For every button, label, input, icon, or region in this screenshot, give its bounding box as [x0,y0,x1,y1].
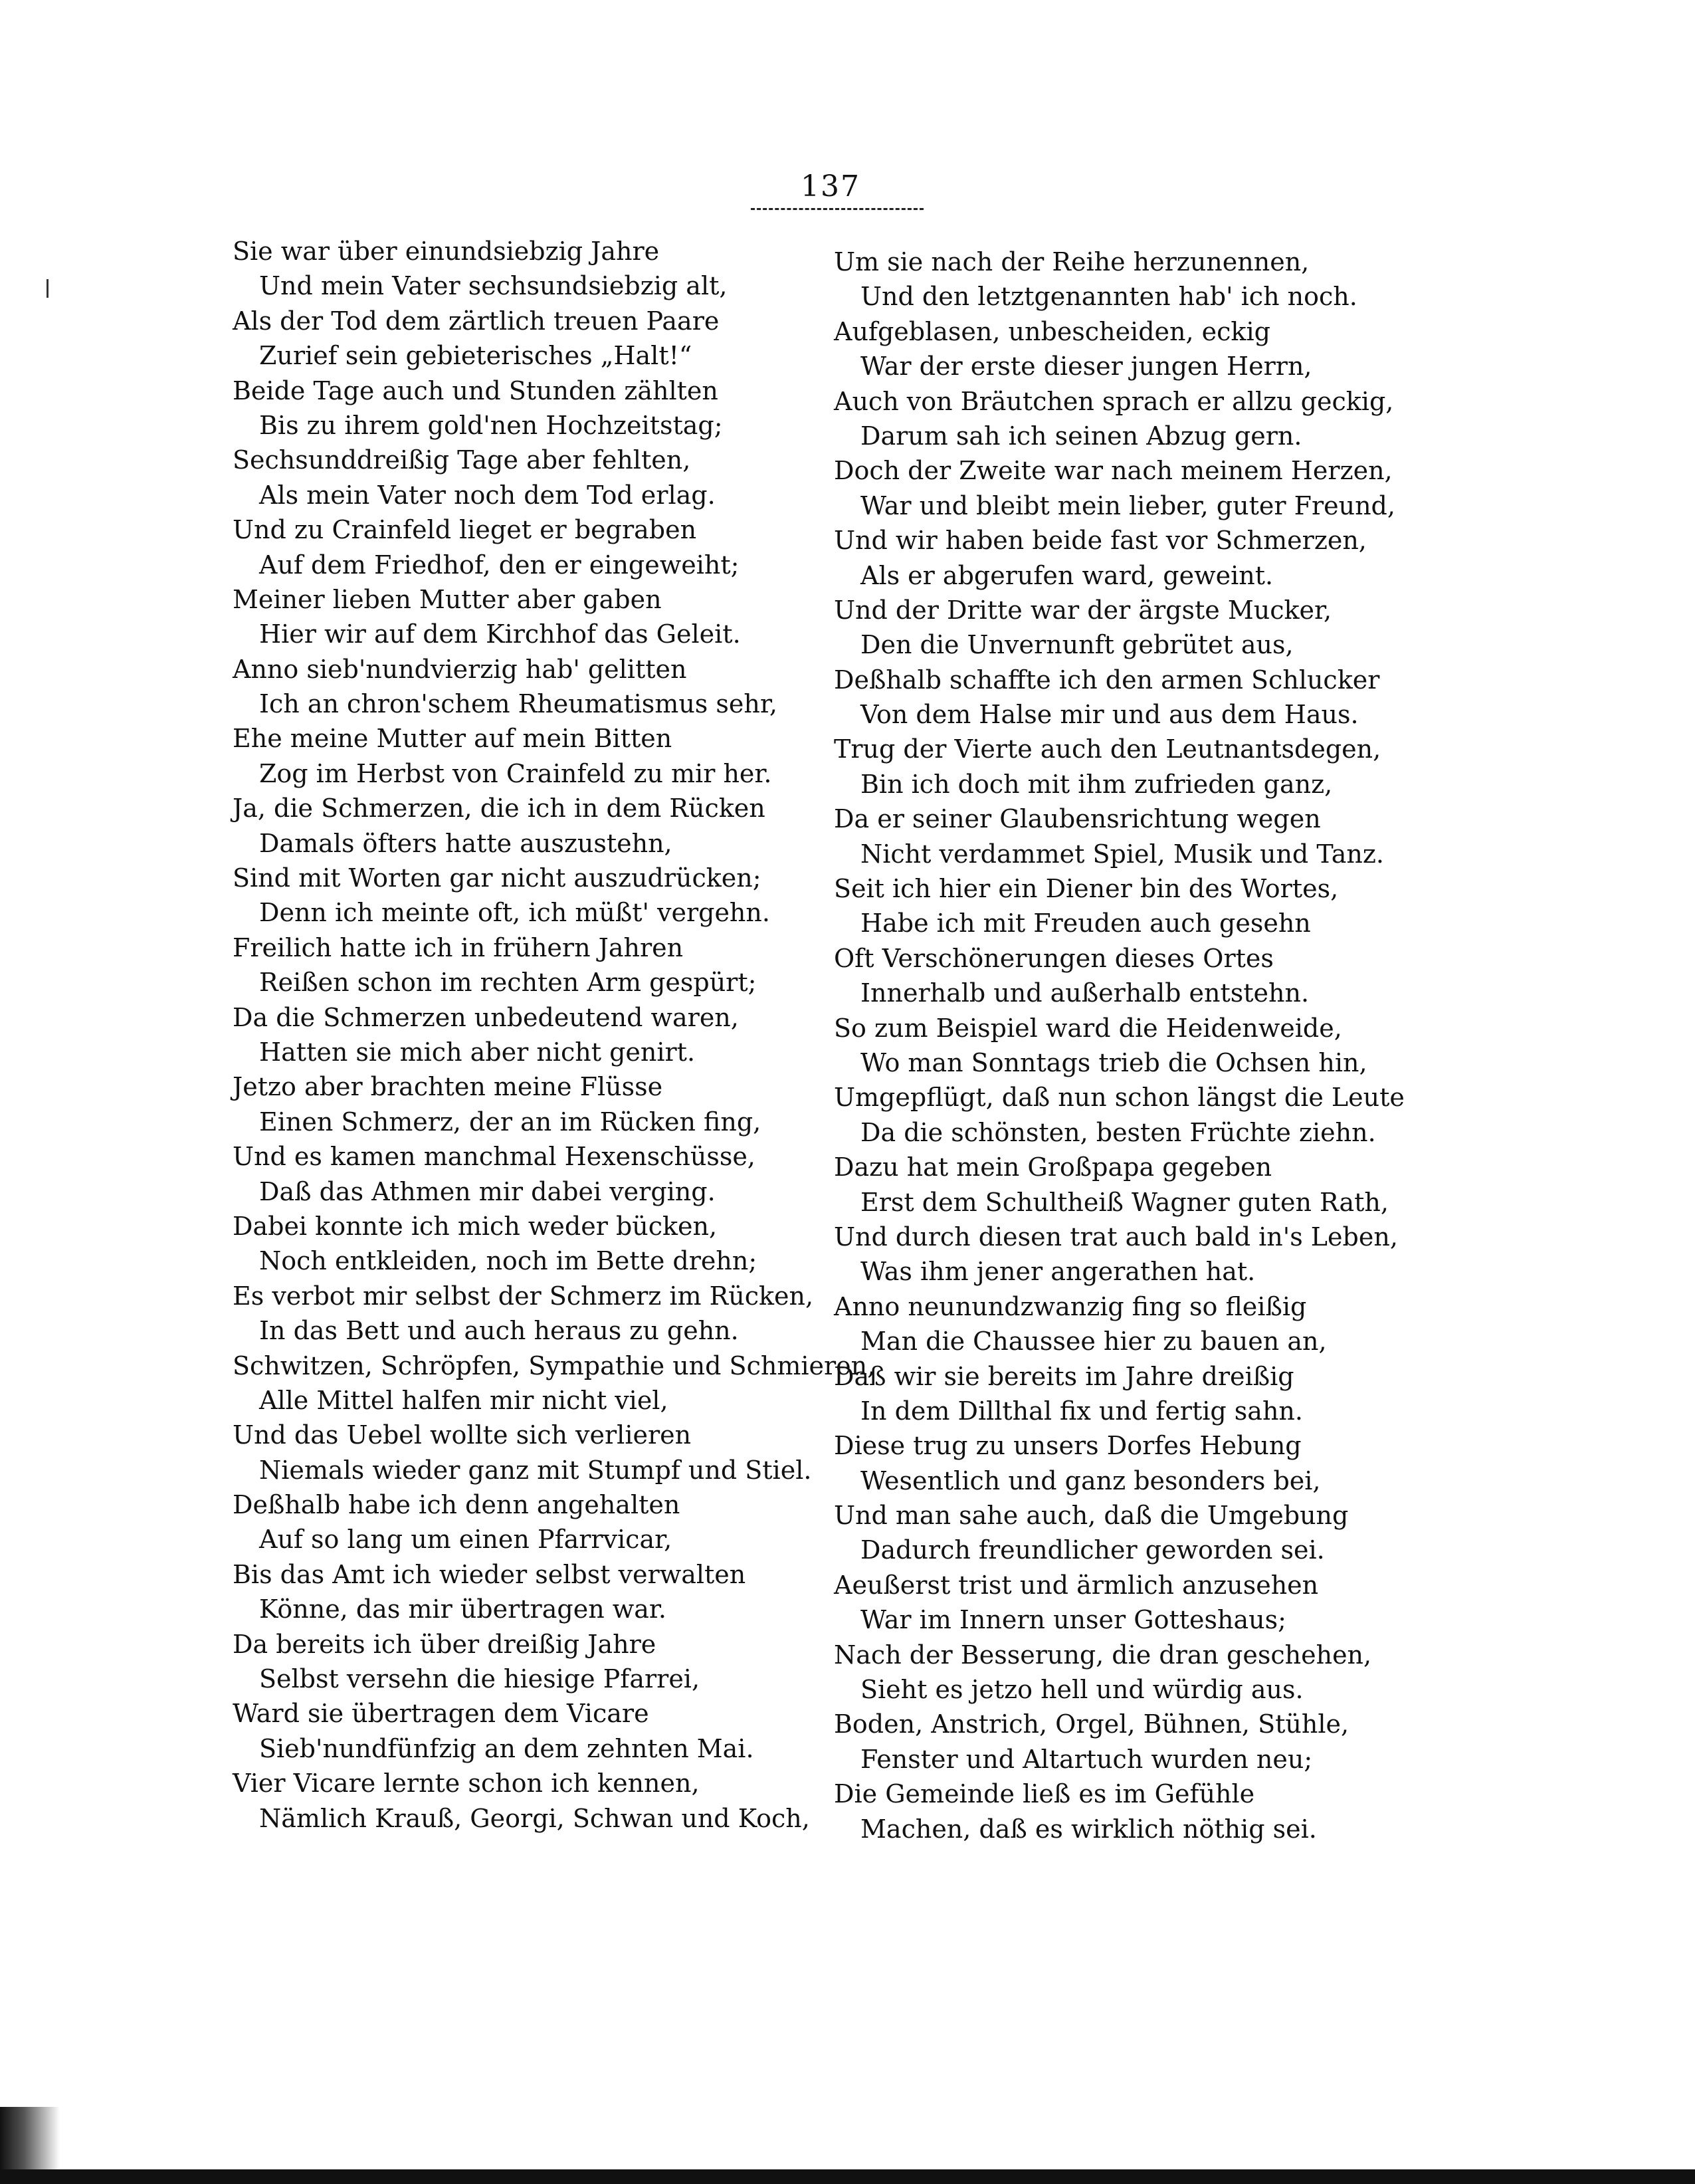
verse-line: Den die Unvernunft gebrütet aus, [860,630,1294,660]
verse-line: Ward sie übertragen dem Vicare [233,1699,649,1729]
verse-line: Auch von Bräutchen sprach er allzu geckig, [834,386,1394,416]
verse-line: In dem Dillthal fix und fertig sahn. [860,1396,1303,1426]
verse-line: Dadurch freundlicher geworden sei. [860,1535,1325,1565]
verse-line: Selbst versehn die hiesige Pfarrei, [259,1664,700,1694]
verse-line: Seit ich hier ein Diener bin des Wortes, [834,874,1339,904]
verse-line: Es verbot mir selbst der Schmerz im Rücken, [233,1281,814,1311]
verse-line: Und der Dritte war der ärgste Mucker, [834,595,1332,625]
verse-line: Zog im Herbst von Crainfeld zu mir her. [259,758,772,788]
scan-bottom-edge [0,2169,1695,2184]
verse-line: Umgepflügt, daß nun schon längst die Leute [834,1083,1405,1113]
verse-line: Und durch diesen trat auch bald in's Leben, [834,1222,1398,1252]
verse-line: Anno sieb'nundvierzig hab' gelitten [233,654,687,684]
verse-line: Zurief sein gebieterisches „Halt!“ [259,341,692,371]
verse-line: Innerhalb und außerhalb entstehn. [860,978,1310,1008]
verse-line: Sind mit Worten gar nicht auszudrücken; [233,863,761,893]
verse-line: Niemals wieder ganz mit Stumpf und Stiel. [259,1455,812,1485]
verse-line: War und bleibt mein lieber, guter Freund, [860,491,1395,520]
verse-line: War im Innern unser Gotteshaus; [860,1605,1286,1635]
verse-line: Diese trug zu unsers Dorfes Hebung [834,1431,1302,1461]
verse-line: Sieb'nundfünfzig an dem zehnten Mai. [259,1733,754,1763]
verse-line: Aeußerst trist und ärmlich anzusehen [834,1570,1319,1600]
verse-line: Auf dem Friedhof, den er eingeweiht; [259,550,740,580]
page-number-rule [751,208,924,210]
verse-line: Bis zu ihrem gold'nen Hochzeitstag; [259,410,723,440]
verse-line: Und man sahe auch, daß die Umgebung [834,1501,1349,1531]
verse-line: Sie war über einundsiebzig Jahre [233,237,660,266]
verse-line: Beide Tage auch und Stunden zählten [233,376,718,405]
verse-line: Wesentlich und ganz besonders bei, [860,1466,1321,1495]
verse-line: Von dem Halse mir und aus dem Haus. [860,700,1359,730]
verse-line: In das Bett und auch heraus zu gehn. [259,1316,739,1346]
verse-line: Sechsunddreißig Tage aber fehlten, [233,445,691,475]
verse-line: Denn ich meinte oft, ich müßt' vergehn. [259,898,770,928]
verse-line: Ich an chron'schem Rheumatismus sehr, [259,689,777,719]
verse-line: Ja, die Schmerzen, die ich in dem Rücken [233,794,765,823]
verse-line: Einen Schmerz, der an im Rücken fing, [259,1107,761,1137]
verse-line: Nämlich Krauß, Georgi, Schwan und Koch, [259,1803,810,1833]
poem-column-left [233,234,875,1836]
page-number: 137 [801,169,860,203]
verse-line: Trug der Vierte auch den Leutnantsdegen, [834,734,1381,764]
verse-line: Da die Schmerzen unbedeutend waren, [233,1002,739,1032]
verse-line: Hier wir auf dem Kirchhof das Geleit. [259,619,741,649]
verse-line: Da bereits ich über dreißig Jahre [233,1629,656,1659]
verse-line: Was ihm jener angerathen hat. [860,1257,1256,1287]
verse-line: Dazu hat mein Großpapa gegeben [834,1152,1272,1182]
verse-line: Habe ich mit Freuden auch gesehn [860,909,1311,938]
verse-line: Boden, Anstrich, Orgel, Bühnen, Stühle, [834,1709,1349,1739]
verse-line: Machen, daß es wirklich nöthig sei. [860,1814,1317,1844]
verse-line: War der erste dieser jungen Herrn, [860,352,1312,382]
verse-line: Noch entkleiden, noch im Bette drehn; [259,1246,757,1276]
margin-mark [47,279,49,298]
verse-line: Damals öfters hatte auszustehn, [259,828,672,858]
verse-line: Schwitzen, Schröpfen, Sympathie und Schmieren, [233,1351,876,1380]
verse-line: Auf so lang um einen Pfarrvicar, [259,1525,672,1555]
verse-line: Da er seiner Glaubensrichtung wegen [834,804,1321,834]
verse-line: Freilich hatte ich in frühern Jahren [233,932,684,962]
verse-line: Und mein Vater sechsundsiebzig alt, [259,271,728,301]
verse-line: Und das Uebel wollte sich verlieren [233,1420,692,1450]
verse-line: Daß wir sie bereits im Jahre dreißig [834,1361,1294,1391]
verse-line: Aufgeblasen, unbescheiden, eckig [834,316,1270,346]
verse-line: Bin ich doch mit ihm zufrieden ganz, [860,769,1333,799]
verse-line: Deßhalb habe ich denn angehalten [233,1490,680,1520]
verse-line: So zum Beispiel ward die Heidenweide, [834,1013,1342,1043]
verse-line: Nicht verdammet Spiel, Musik und Tanz. [860,839,1384,869]
verse-line: Und wir haben beide fast vor Schmerzen, [834,526,1367,556]
verse-line: Ehe meine Mutter auf mein Bitten [233,724,672,754]
verse-line: Alle Mittel halfen mir nicht viel, [259,1385,668,1415]
verse-line: Doch der Zweite war nach meinem Herzen, [834,456,1393,486]
verse-line: Könne, das mir übertragen war. [259,1594,666,1624]
verse-line: Meiner lieben Mutter aber gaben [233,584,662,614]
verse-line: Fenster und Altartuch wurden neu; [860,1744,1313,1774]
verse-line: Sieht es jetzo hell und würdig aus. [860,1675,1304,1705]
verse-line: Nach der Besserung, die dran geschehen, [834,1640,1372,1670]
verse-line: Und es kamen manchmal Hexenschüsse, [233,1142,755,1172]
verse-line: Erst dem Schultheiß Wagner guten Rath, [860,1187,1389,1217]
verse-line: Die Gemeinde ließ es im Gefühle [834,1779,1255,1809]
verse-line: Dabei konnte ich mich weder bücken, [233,1211,718,1241]
verse-line: Darum sah ich seinen Abzug gern. [860,421,1302,451]
verse-line: Bis das Amt ich wieder selbst verwalten [233,1559,746,1589]
verse-line: Als er abgerufen ward, geweint. [860,560,1274,590]
verse-line: Um sie nach der Reihe herzunennen, [834,247,1310,276]
verse-line: Als der Tod dem zärtlich treuen Paare [233,306,720,336]
verse-line: Daß das Athmen mir dabei verging. [259,1176,716,1206]
verse-line: Und den letztgenannten hab' ich noch. [860,282,1357,312]
verse-line: Jetzo aber brachten meine Flüsse [233,1072,663,1102]
verse-line: Vier Vicare lernte schon ich kennen, [233,1769,700,1799]
verse-line: Man die Chaussee hier zu bauen an, [860,1327,1327,1357]
verse-line: Hatten sie mich aber nicht genirt. [259,1037,696,1067]
verse-line: Deßhalb schaffte ich den armen Schlucker [834,665,1380,695]
verse-line: Anno neunundzwanzig fing so fleißig [834,1291,1307,1321]
poem-column-right [834,245,1405,1846]
verse-line: Als mein Vater noch dem Tod erlag. [259,480,716,510]
verse-line: Reißen schon im rechten Arm gespürt; [259,968,757,998]
verse-line: Oft Verschönerungen dieses Ortes [834,943,1274,973]
verse-line: Wo man Sonntags trieb die Ochsen hin, [860,1047,1367,1077]
verse-line: Und zu Crainfeld lieget er begraben [233,515,697,545]
verse-line: Da die schönsten, besten Früchte ziehn. [860,1117,1376,1147]
